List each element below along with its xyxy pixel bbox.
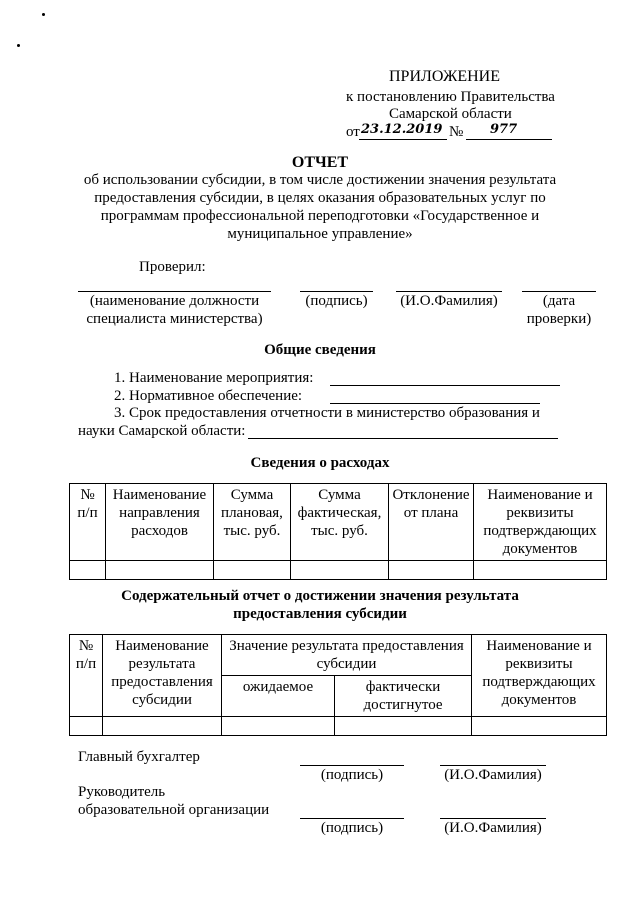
head-name-line: [440, 818, 546, 819]
position-caption-1: (наименование должности: [89, 293, 260, 309]
table-cell: [291, 561, 389, 580]
subtitle-line: муниципальное управление»: [227, 226, 413, 242]
annex-from: от: [346, 124, 360, 140]
scan-dot: [42, 13, 45, 16]
accountant-name-line: [440, 765, 546, 766]
annex-number: 977: [490, 122, 518, 137]
annex-number-label: №: [449, 124, 464, 140]
col-number: № п/п: [70, 484, 106, 561]
table-row: [70, 561, 607, 580]
item2-field: [330, 403, 540, 404]
report-title: ОТЧЕТ: [291, 154, 349, 171]
head-name-caption: (И.О.Фамилия): [444, 820, 542, 836]
general-item-1: 1. Наименование мероприятия:: [114, 370, 314, 386]
col-actual: Сумма фактическая, тыс. руб.: [291, 484, 389, 561]
signature-line: [300, 291, 373, 292]
name-line: [396, 291, 502, 292]
date-caption-1: (дата: [542, 293, 576, 309]
general-item-2: 2. Нормативное обеспечение:: [114, 388, 303, 404]
results-heading-2: предоставления субсидии: [233, 606, 407, 622]
table-cell: [335, 717, 472, 736]
date-caption-2: проверки): [526, 311, 592, 327]
position-caption-2: специалиста министерства): [86, 311, 263, 327]
expenses-heading: Сведения о расходах: [250, 455, 390, 471]
number-underline: [466, 139, 552, 140]
results-heading-1: Содержательный отчет о достижении значения результата: [121, 588, 519, 604]
item3-field: [248, 438, 558, 439]
date-line: [522, 291, 596, 292]
expenses-table: [69, 483, 607, 580]
accountant-signature-line: [300, 765, 404, 766]
head-label-1: Руководитель: [78, 784, 166, 800]
table-row: [70, 717, 607, 736]
table-header-row: [70, 635, 607, 676]
col-actual: фактически достигнутое: [335, 676, 472, 717]
col-result-value: Значение результата предоставления субсидии: [222, 635, 472, 676]
head-signature-line: [300, 818, 404, 819]
item1-field: [330, 385, 560, 386]
checked-label: Проверил:: [139, 259, 206, 275]
table-cell: [70, 561, 106, 580]
position-line: [78, 291, 271, 292]
general-item-3: 3. Срок предоставления отчетности в министерство образования и: [114, 405, 540, 421]
results-table: [69, 634, 607, 736]
subtitle-line: предоставления субсидии, в целях оказания образовательных услуг по: [94, 190, 546, 206]
col-documents: Наименование и реквизиты подтверждающих документов: [472, 635, 607, 717]
name-caption: (И.О.Фамилия): [400, 293, 498, 309]
date-underline: [359, 139, 447, 140]
table-header-row: [70, 484, 607, 561]
col-plan: Сумма плановая, тыс. руб.: [214, 484, 291, 561]
table-cell: [389, 561, 474, 580]
table-cell: [474, 561, 607, 580]
col-direction: Наименование направления расходов: [106, 484, 214, 561]
annex-line-1: к постановлению Правительства: [346, 89, 555, 105]
table-cell: [103, 717, 222, 736]
scan-dot: [17, 44, 20, 47]
subtitle-line: об использовании субсидии, в том числе достижении значения результата: [83, 172, 557, 188]
table-cell: [70, 717, 103, 736]
general-item-3-cont: науки Самарской области:: [78, 423, 246, 439]
subtitle-line: программам профессиональной переподготовки «Государственное и: [100, 208, 540, 224]
col-expected: ожидаемое: [222, 676, 335, 717]
accountant-signature-caption: (подпись): [320, 767, 384, 783]
annex-line-2: Самарской области: [389, 106, 512, 122]
annex-title: ПРИЛОЖЕНИЕ: [389, 68, 501, 85]
col-result-name: Наименование результата предоставления субсидии: [103, 635, 222, 717]
table-cell: [472, 717, 607, 736]
table-cell: [222, 717, 335, 736]
general-heading: Общие сведения: [264, 342, 376, 358]
accountant-label: Главный бухгалтер: [78, 749, 200, 765]
accountant-name-caption: (И.О.Фамилия): [444, 767, 542, 783]
head-label-2: образовательной организации: [78, 802, 270, 818]
table-cell: [214, 561, 291, 580]
head-signature-caption: (подпись): [320, 820, 384, 836]
col-number: № п/п: [70, 635, 103, 717]
col-deviation: Отклонение от плана: [389, 484, 474, 561]
signature-caption: (подпись): [305, 293, 368, 309]
table-cell: [106, 561, 214, 580]
annex-date: 23.12.2019: [361, 122, 443, 137]
col-documents: Наименование и реквизиты подтверждающих документов: [474, 484, 607, 561]
